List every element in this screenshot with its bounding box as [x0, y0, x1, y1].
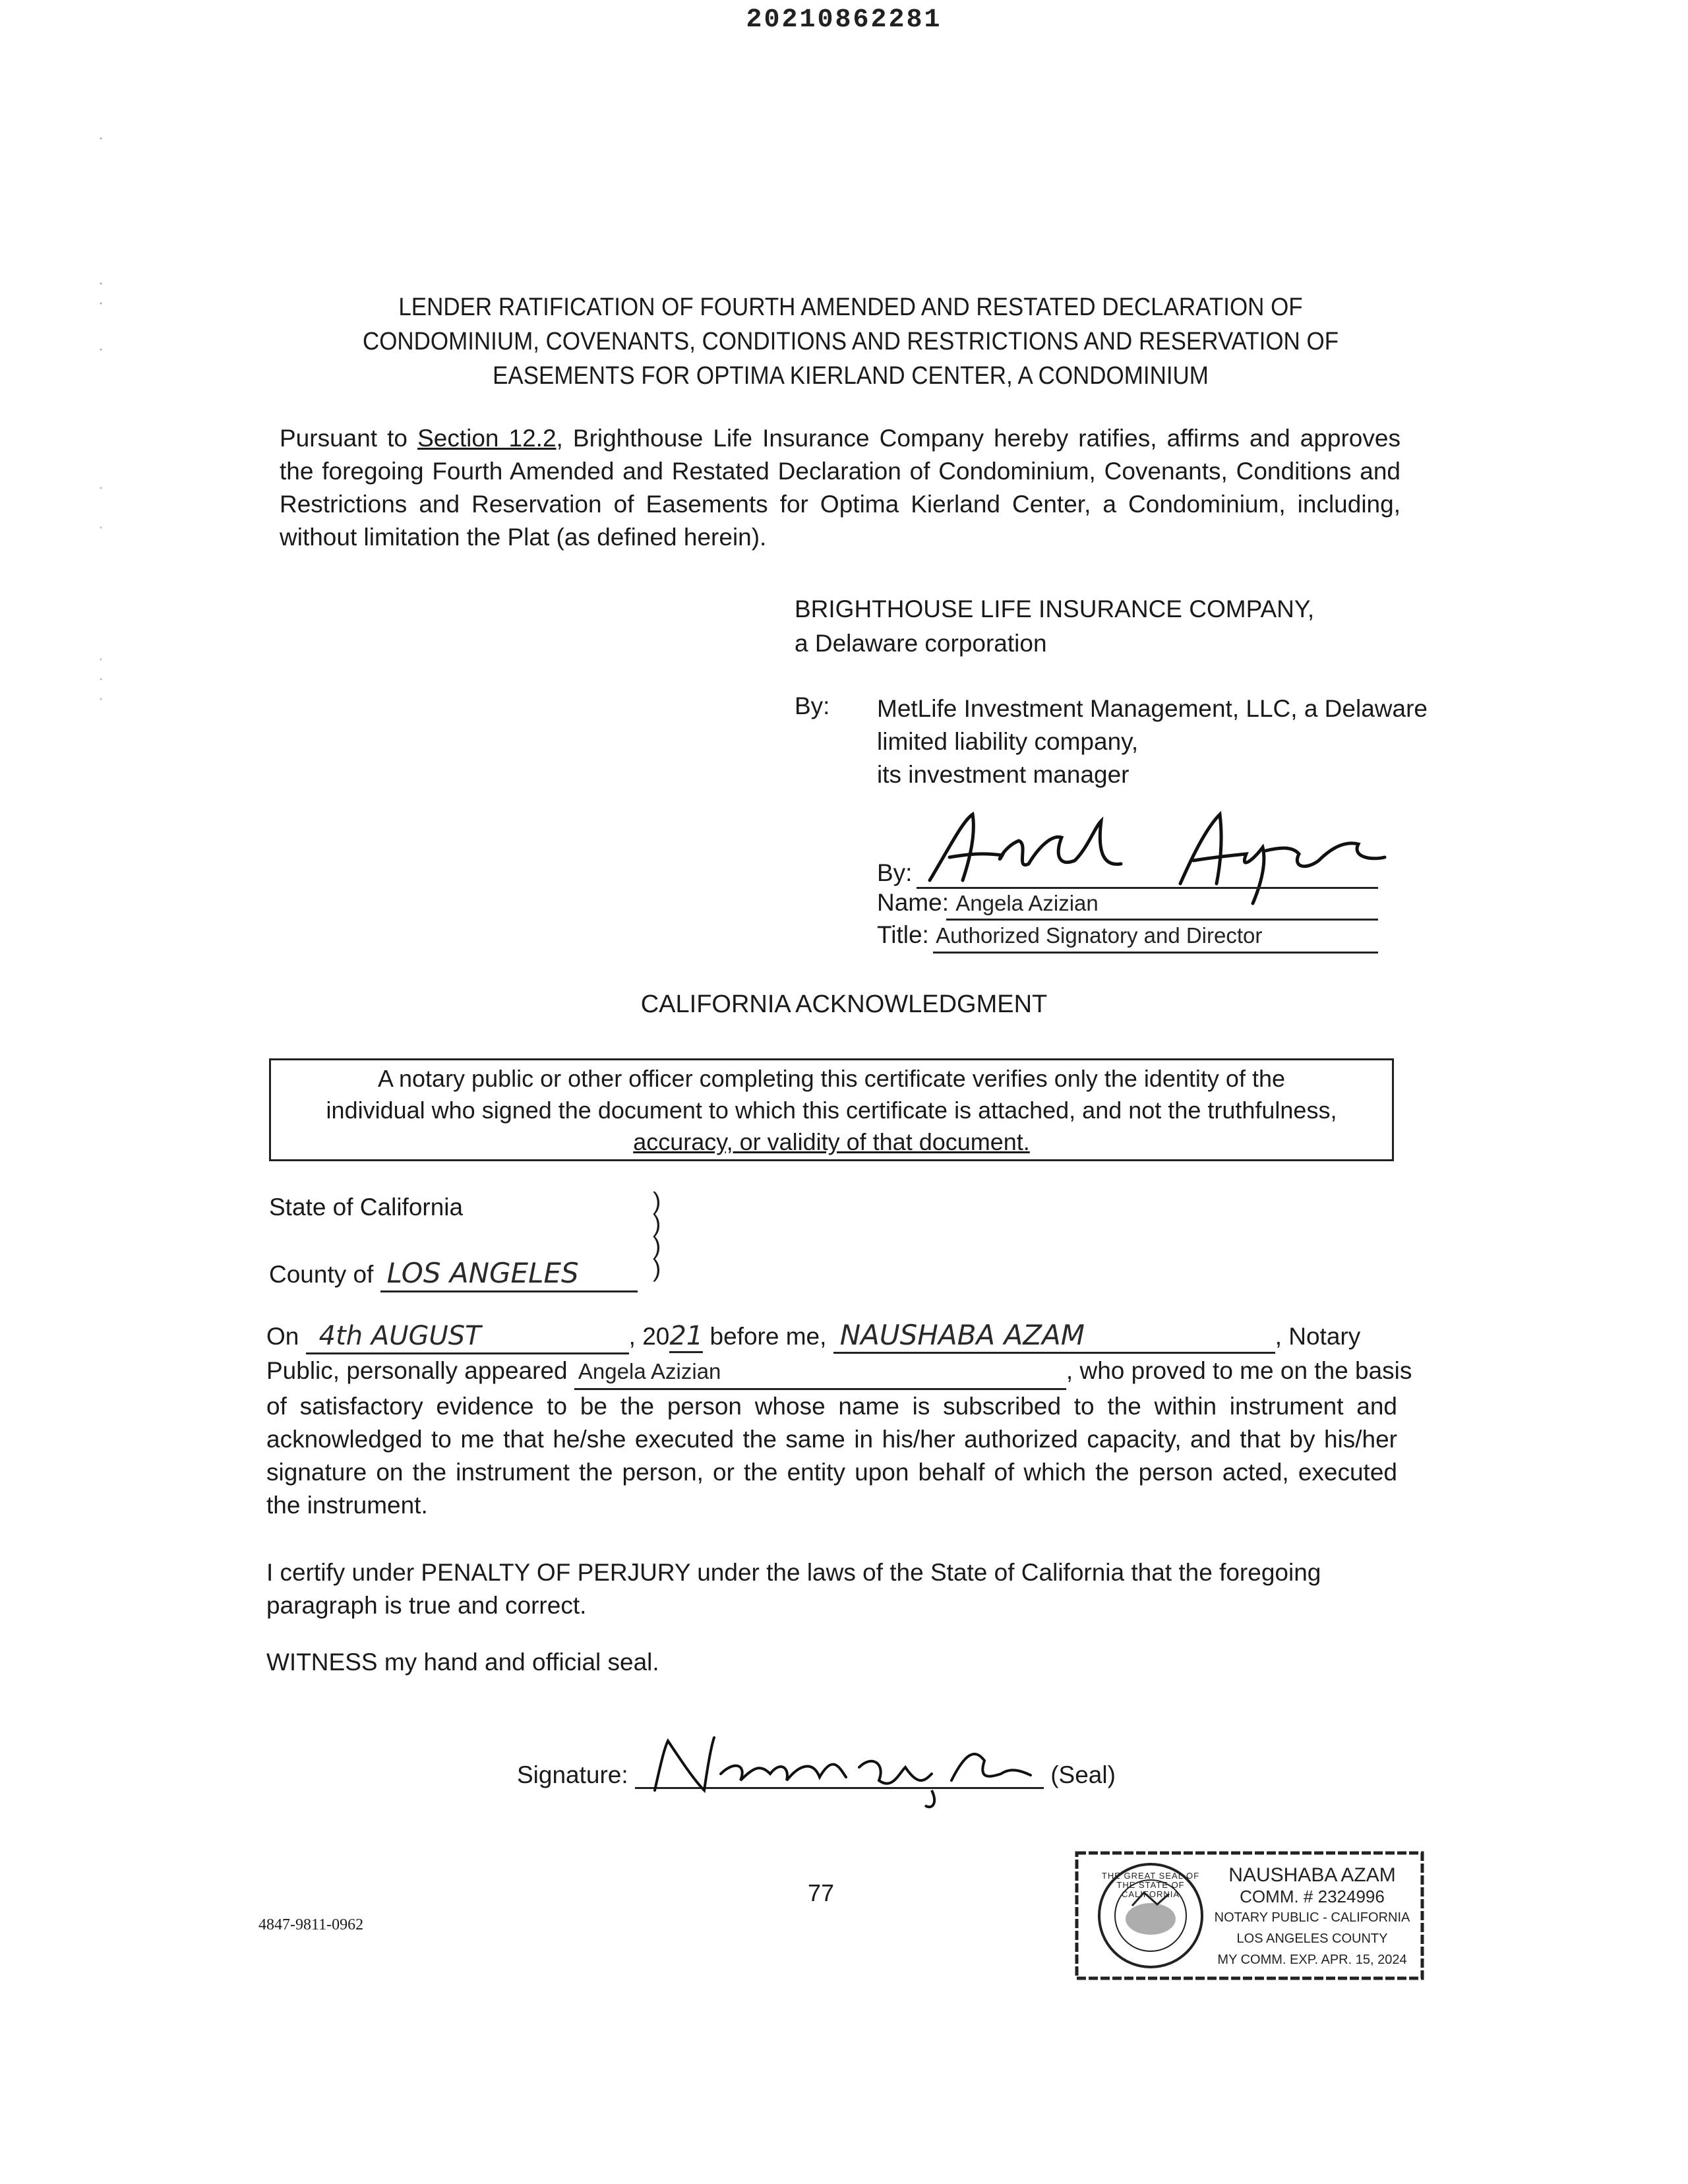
stamp-expiration: MY COMM. EXP. APR. 15, 2024 [1217, 1953, 1407, 1967]
stamp-notary-title: NOTARY PUBLIC - CALIFORNIA [1214, 1910, 1410, 1925]
manager-line: its investment manager [877, 761, 1130, 788]
appeared-suffix: , who proved to me on the basis [1066, 1357, 1412, 1384]
document-id: 4847-9811-0962 [258, 1916, 364, 1933]
appeared-label: Public, personally appeared [266, 1357, 568, 1384]
signer-by-label: By: [877, 859, 913, 886]
date-line [266, 1319, 1397, 1354]
scan-margin-marks [99, 132, 103, 989]
certification-paragraph: I certify under PENALTY OF PERJURY under the laws of the State of California that the foregoing paragraph is true and correct. [266, 1559, 1321, 1619]
document-title [335, 290, 1366, 393]
page-number: 77 [808, 1879, 835, 1906]
recording-number: 20210862281 [746, 5, 942, 35]
county-row [269, 1256, 638, 1292]
title-line: LENDER RATIFICATION OF FOURTH AMENDED AND RESTATED DECLARATION OF [398, 293, 1303, 321]
notary-signature [642, 1728, 1037, 1813]
manager-line: limited liability company, [877, 728, 1139, 755]
name-label: Name: [877, 889, 949, 916]
notice-line: individual who signed the document to which this certificate is attached, and not the truthfulness, [326, 1097, 1337, 1124]
company-block [795, 592, 1314, 661]
name-line [946, 919, 1378, 921]
venue-brackets: ) ) ) ) [653, 1188, 661, 1282]
ratification-paragraph [280, 422, 1401, 554]
acknowledgment-heading: CALIFORNIA ACKNOWLEDGMENT [640, 990, 1048, 1018]
acknowledgment-body: of satisfactory evidence to be the person whose name is subscribed to the within instrument and acknowledged to me that he/she executed the same in his/her authorized capacity, and that by his/her signature on the instrument the person, or the entity upon behalf of which the person acted, executed the instrument. [266, 1393, 1397, 1519]
seal-text: THE GREAT SEAL OF THE STATE OF CALIFORNIA [1101, 1871, 1200, 1899]
ratification-prefix: Pursuant to [280, 425, 418, 452]
year-prefix: , 20 [628, 1323, 670, 1350]
witness-statement: WITNESS my hand and official seal. [266, 1649, 659, 1676]
manager-line: MetLife Investment Management, LLC, a Delaware [877, 695, 1428, 722]
acknowledgment-paragraph [266, 1319, 1412, 1522]
county-label: County of [269, 1261, 374, 1288]
state-label: State of California [269, 1194, 464, 1221]
appeared-line [266, 1354, 1412, 1390]
investment-manager-block [877, 692, 1428, 791]
notary-stamp [1071, 1846, 1428, 1985]
on-label: On [266, 1323, 299, 1350]
title-line: EASEMENTS FOR OPTIMA KIERLAND CENTER, A CONDOMINIUM [493, 362, 1209, 390]
company-name: BRIGHTHOUSE LIFE INSURANCE COMPANY, [795, 595, 1315, 622]
acknowledgment-date: 4th AUGUST [306, 1320, 629, 1354]
section-reference: Section 12.2 [417, 425, 557, 452]
acknowledgment-year: 21 [669, 1321, 703, 1353]
ratification-text: , Brighthouse Life Insurance Company hereby ratifies, affirms and approves the foregoing Fourth Amended and Restated Declaration of Condominium, Covenants, Conditions and Restrictions and Reservation of Easements for Optima Kierland Center, a Condominium, including, without limitation the Plat (as defined herein). [280, 425, 1401, 551]
by-label: By: [795, 692, 830, 719]
title-line [933, 952, 1378, 954]
stamp-county: LOS ANGELES COUNTY [1236, 1931, 1388, 1946]
company-type: a Delaware corporation [795, 630, 1047, 657]
notary-signature-line [635, 1761, 1044, 1789]
venue-block [269, 1190, 638, 1292]
name-row [877, 889, 1099, 917]
stamp-notary-name: NAUSHABA AZAM [1228, 1864, 1396, 1886]
notice-line: A notary public or other officer completing this certificate verifies only the identity of the [377, 1065, 1286, 1092]
signature-label: Signature: [517, 1761, 628, 1788]
notary-notice-box [269, 1058, 1394, 1161]
signer-name: Angela Azizian [955, 891, 1099, 915]
notice-line: accuracy, or validity of that document. [633, 1128, 1030, 1155]
title-label: Title: [877, 921, 929, 948]
notary-suffix: , Notary [1275, 1323, 1361, 1350]
county-value: LOS ANGELES [380, 1256, 638, 1292]
signer-title: Authorized Signatory and Director [936, 923, 1263, 948]
stamp-commission: COMM. # 2324996 [1240, 1887, 1385, 1906]
before-me: before me, [703, 1323, 827, 1350]
seal-label: (Seal) [1050, 1761, 1116, 1788]
title-line: CONDOMINIUM, COVENANTS, CONDITIONS AND RESTRICTIONS AND RESERVATION OF [362, 328, 1339, 355]
notary-signature-row [517, 1761, 1116, 1789]
by-row [877, 859, 912, 887]
notice-text [271, 1063, 1392, 1158]
signer-block [877, 821, 1398, 959]
title-row [877, 921, 1262, 949]
notary-name: NAUSHABA AZAM [833, 1319, 1275, 1354]
appeared-name: Angela Azizian [574, 1355, 1066, 1390]
stamp-text-block [1213, 1865, 1411, 1970]
